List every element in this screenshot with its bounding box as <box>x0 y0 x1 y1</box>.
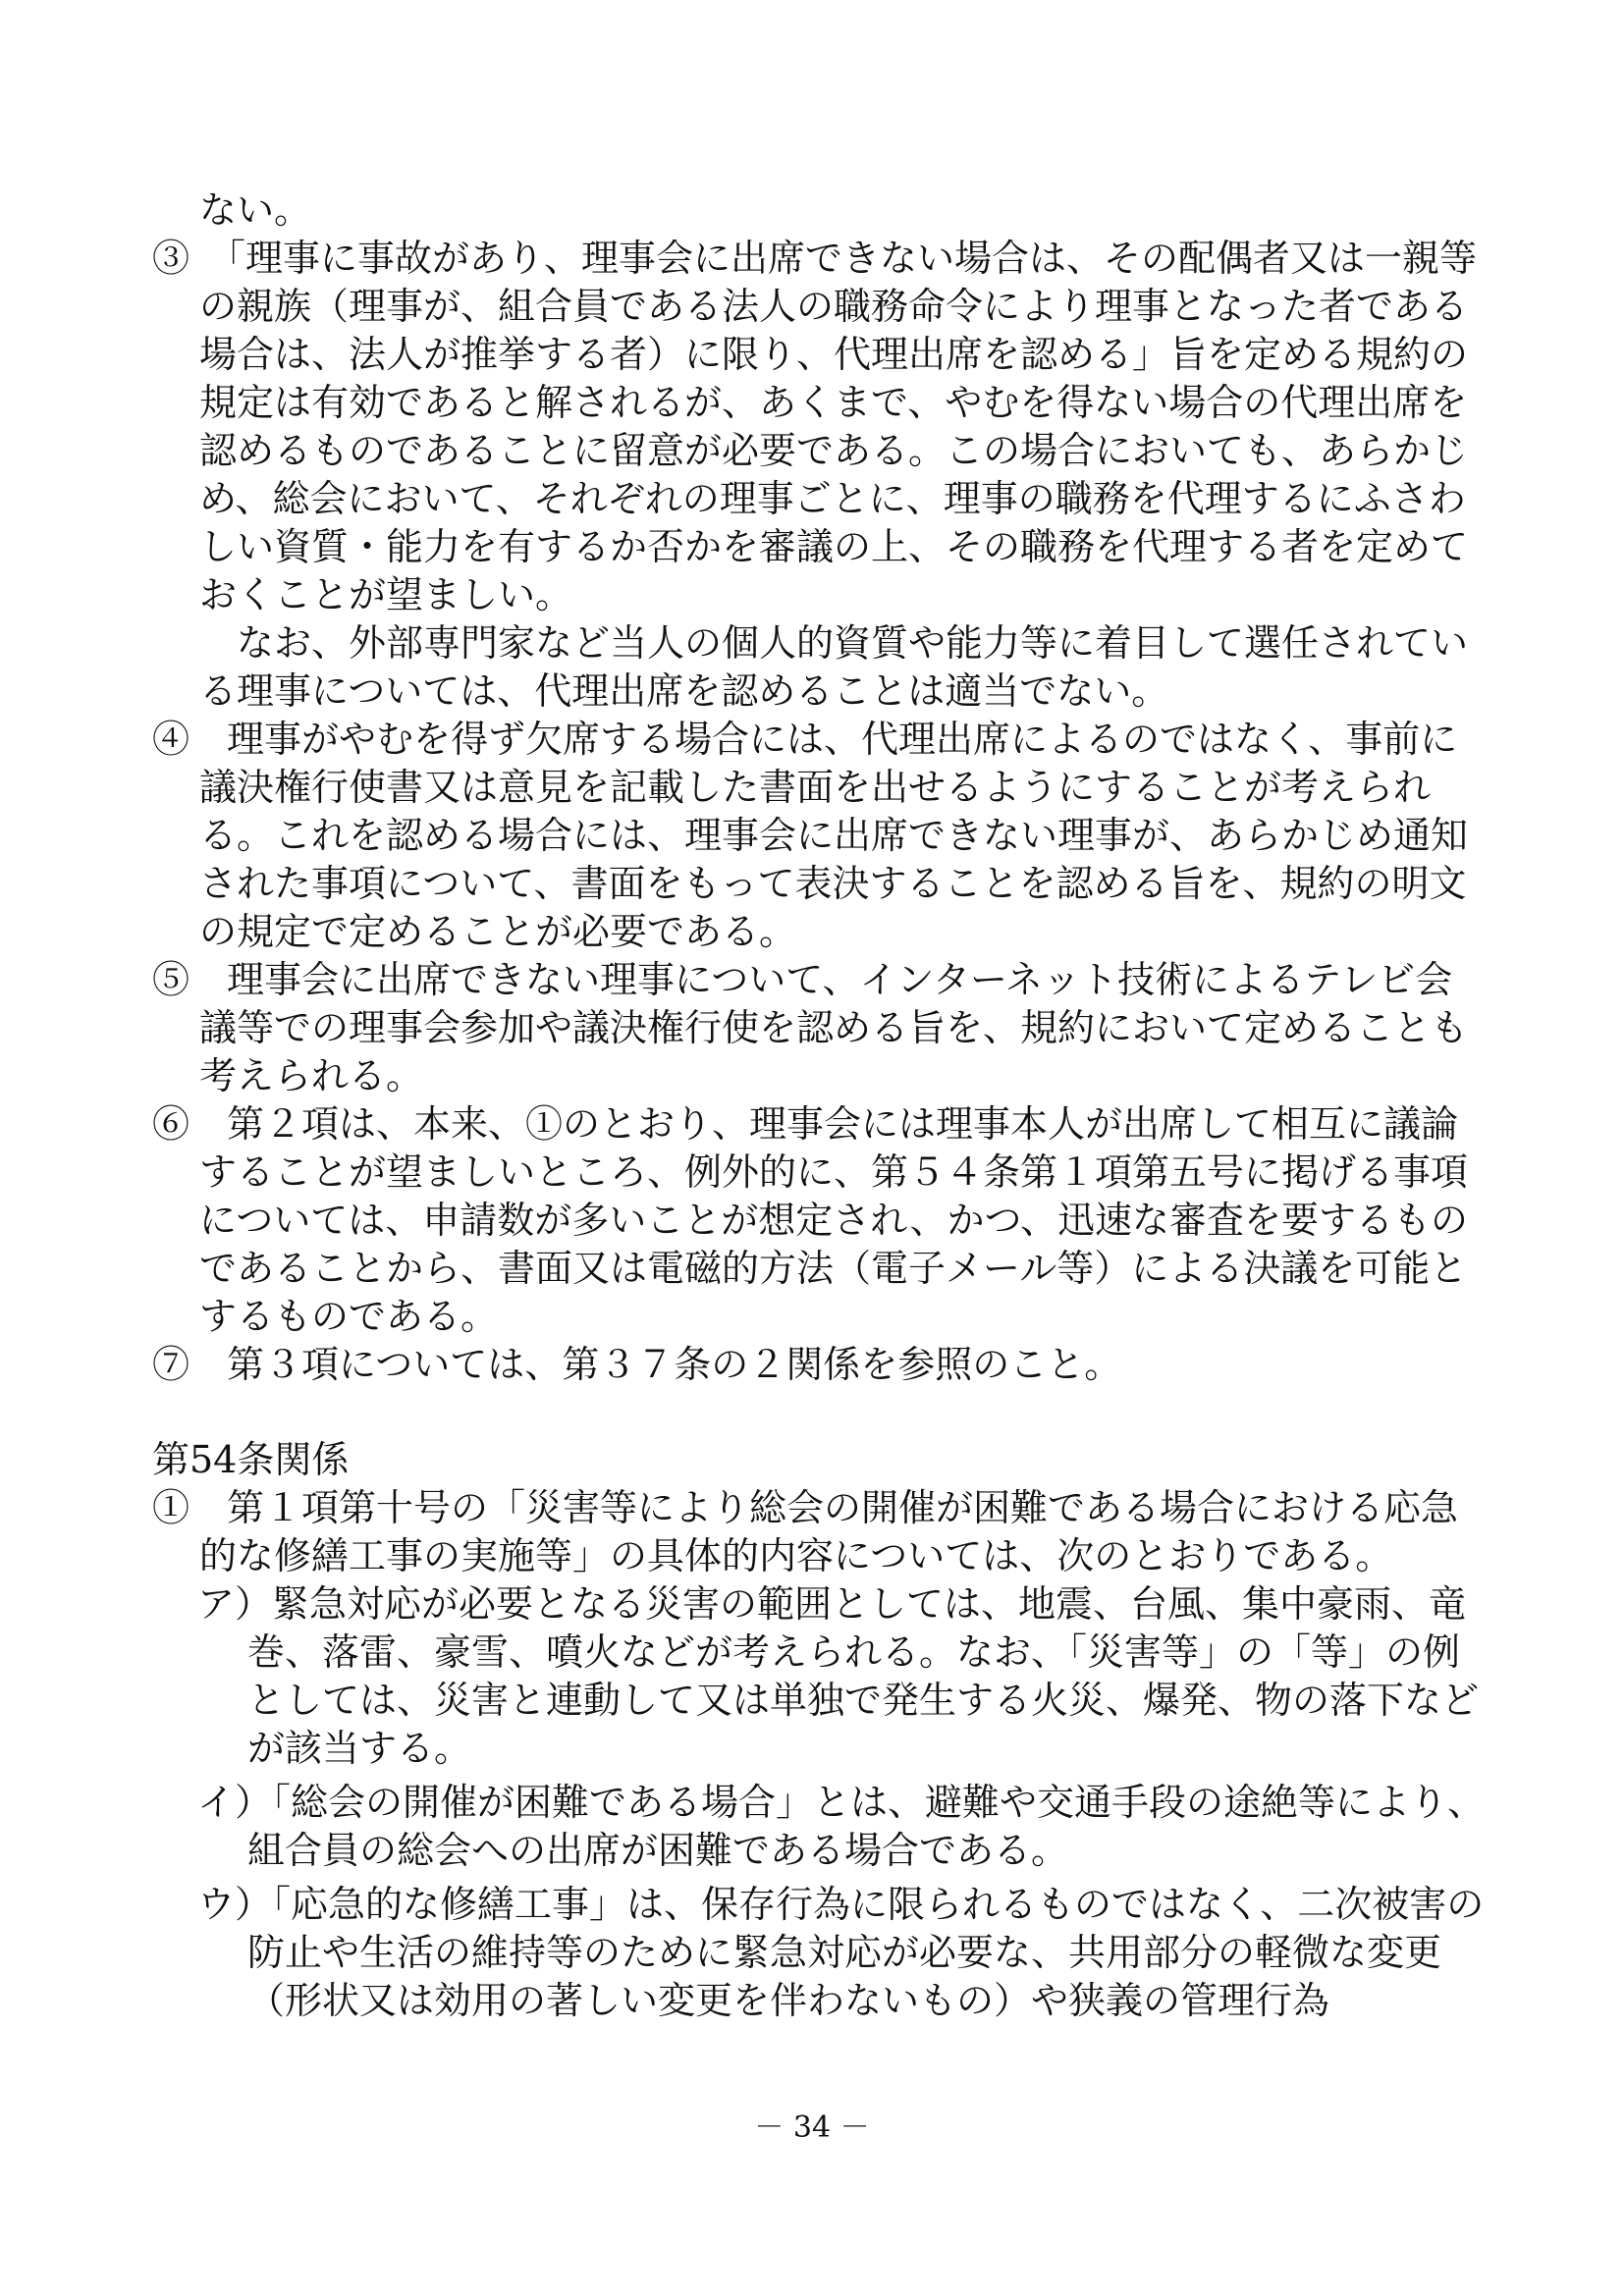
item-3: ③ 「理事に事故があり、理事会に出席できない場合は、その配偶者又は一親等の親族（理事が、組合員である法人の職務命令により理事となった者である場合は、法人が推挙する者）に限り、代理出席を認める」旨を定める規約の規定は有効であると解されるが、あくまで、やむを得ない場合の代理出席を認めるものであることに留意が必要である。この場合においても、あらかじめ、総会において、それぞれの理事ごとに、理事の職務を代理するにふさわしい資質・能力を有するか否かを審議の上、その職務を代理する者を定めておくことが望ましい。 <box>152 237 1478 616</box>
section-54-subitem-u: ウ）「応急的な修繕工事」は、保存行為に限られるものではなく、二次被害の防止や生活の維持等のために緊急対応が必要な、共用部分の軽微な変更（形状又は効用の著しい変更を伴わないもの）や狭義の管理行為 <box>197 1883 1485 2022</box>
item-3-note: なお、外部専門家など当人の個人的資質や能力等に着目して選任されている理事については、代理出席を認めることは適当でない。 <box>199 621 1469 713</box>
section-54-subitem-i: イ）「総会の開催が困難である場合」とは、避難や交通手段の途絶等により、組合員の総会への出席が困難である場合である。 <box>197 1781 1486 1872</box>
section-54-subitem-a: ア）緊急対応が必要となる災害の範囲としては、地震、台風、集中豪雨、竜巻、落雷、豪雪、噴火などが考えられる。なお、「災害等」の「等」の例としては、災害と連動して又は単独で発生する火災、爆発、物の落下などが該当する。 <box>197 1582 1480 1770</box>
item-4: ④ 理事がやむを得ず欠席する場合には、代理出席によるのではなく、事前に議決権行使書又は意見を記載した書面を出せるようにすることが考えられる。これを認める場合には、理事会に出席できない理事が、あらかじめ通知された事項について、書面をもって表決することを認める旨を、規約の明文の規定で定めることが必要である。 <box>152 718 1469 953</box>
section-spacer <box>152 1389 1488 1436</box>
body-text <box>152 187 1488 2025</box>
section-heading-54: 第54条関係 <box>152 1438 350 1481</box>
item-7: ⑦ 第３項については、第３７条の２関係を参照のこと。 <box>152 1343 1122 1386</box>
continued-text: ない。 <box>199 188 312 232</box>
item-5: ⑤ 理事会に出席できない理事について、インターネット技術によるテレビ会議等での理事会参加や議決権行使を認める旨を、規約において定めることも考えられる。 <box>152 958 1469 1097</box>
item-6: ⑥ 第２項は、本来、①のとおり、理事会には理事本人が出席して相互に議論することが望ましいところ、例外的に、第５４条第１項第五号に掲げる事項については、申請数が多いことが想定され、かつ、迅速な審査を要するものであることから、書面又は電磁的方法（電子メール等）による決議を可能とするものである。 <box>152 1102 1469 1338</box>
section-54-item-1: ① 第１項第十号の「災害等により総会の開催が困難である場合における応急的な修繕工事の実施等」の具体的内容については、次のとおりである。 <box>152 1486 1459 1577</box>
page-number: － 34 － <box>754 2110 870 2145</box>
